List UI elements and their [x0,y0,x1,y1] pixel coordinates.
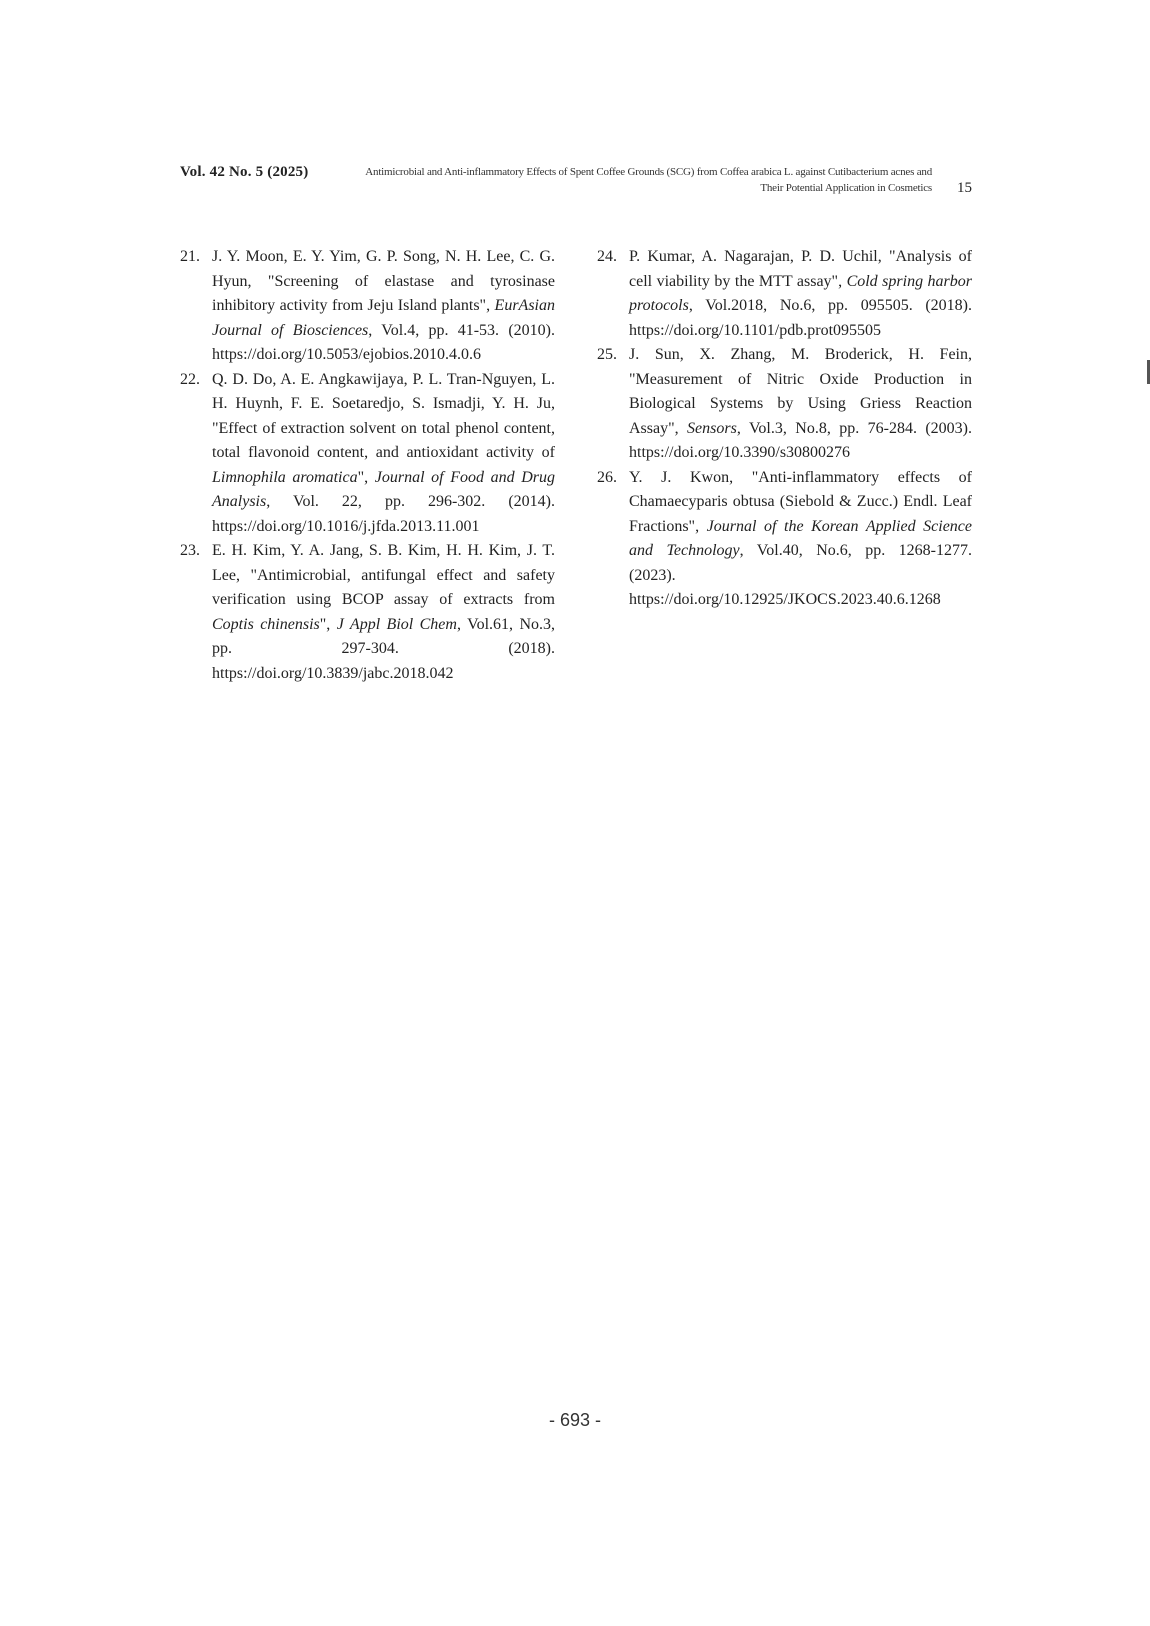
reference-segment: , Vol.61, No.3, pp. 297-304. (2018). https://doi.org/10.3839/jabc.2018.042 [212,615,555,682]
reference-italic-segment: Sensors [687,419,737,437]
reference-item [597,245,972,343]
reference-number: 24. [597,248,617,265]
reference-item [597,343,972,466]
reference-text [629,466,972,613]
reference-segment: Q. D. Do, A. E. Angkawijaya, P. L. Tran-Nguyen, L. H. Huynh, F. E. Soetaredjo, S. Ismadji, Y. H. Ju, "Effect of extraction solvent on total phenol content, total flavonoid content, and antioxidant activity of [212,370,555,461]
reference-italic-segment: Limnophila aromatica [212,468,358,486]
page-footer: - 693 - [548,1410,602,1430]
reference-number: 22. [180,370,200,388]
reference-item [597,466,972,613]
reference-text [212,539,555,686]
running-title-line-2: Their Potential Application in Cosmetics [760,182,932,194]
running-title [365,164,932,196]
references-right-column [597,245,972,613]
reference-segment: E. H. Kim, Y. A. Jang, S. B. Kim, H. H. Kim, J. T. Lee, "Antimicrobial, antifungal effect and safety verification using BCOP assay of extracts from [212,542,555,608]
reference-italic-segment: Cold spring harbor protocols [629,272,973,314]
references-left-column [180,245,555,686]
reference-item [180,245,555,368]
reference-item [180,539,555,686]
header-page-number: 15 [957,180,972,196]
reference-italic-segment: J Appl Biol Chem [336,615,457,633]
reference-italic-segment: Journal of the Korean Applied Science and Technology [629,517,973,559]
reference-segment: J. Sun, X. Zhang, M. Broderick, H. Fein, "Measurement of Nitric Oxide Production in Biological Systems by Using Griess Reaction Assay", [629,346,972,437]
reference-segment: , Vol.2018, No.6, pp. 095505. (2018). https://doi.org/10.1101/pdb.prot095505 [629,297,972,339]
reference-text [212,368,555,540]
reference-segment: , Vol.4, pp. 41-53. (2010). https://doi.org/10.5053/ejobios.2010.4.0.6 [212,321,555,363]
reference-segment: Y. J. Kwon, "Anti-inflammatory effects of Chamaecyparis obtusa (Siebold & Zucc.) Endl. Leaf Fractions", [629,468,972,535]
reference-number: 23. [180,542,200,559]
reference-segment: P. Kumar, A. Nagarajan, P. D. Uchil, "Analysis of cell viability by the MTT assay", [629,248,972,290]
reference-segment: , Vol.3, No.8, pp. 76-284. (2003). https://doi.org/10.3390/s30800276 [629,419,973,461]
reference-segment: , Vol.40, No.6, pp. 1268-1277. (2023). https://doi.org/10.12925/JKOCS.2023.40.6.1268 [629,542,972,608]
reference-segment: ", [319,615,337,633]
reference-item [180,368,555,540]
reference-italic-segment: Coptis chinensis [212,615,320,633]
reference-segment: J. Y. Moon, E. Y. Yim, G. P. Song, N. H. Lee, C. G. Hyun, "Screening of elastase and tyrosinase inhibitory activity from Jeju Island plants", [212,248,555,314]
reference-text [629,245,972,343]
reference-number: 21. [180,248,200,265]
reference-text [212,245,555,368]
reference-text [629,343,972,466]
running-header [180,160,972,200]
reference-segment: ", [357,468,375,486]
reference-number: 26. [597,468,617,486]
reference-segment: , Vol. 22, pp. 296-302. (2014). https://doi.org/10.1016/j.jfda.2013.11.001 [212,493,555,535]
reference-number: 25. [597,346,617,363]
reference-italic-segment: Journal of Food and Drug Analysis [212,468,556,510]
journal-volume: Vol. 42 No. 5 (2025) [180,164,309,180]
reference-italic-segment: EurAsian Journal of Biosciences [212,297,555,339]
running-title-line-1: Antimicrobial and Anti-inflammatory Effects of Spent Coffee Grounds (SCG) from Coffea arabica L. against Cutibacterium acnes and [365,166,932,178]
